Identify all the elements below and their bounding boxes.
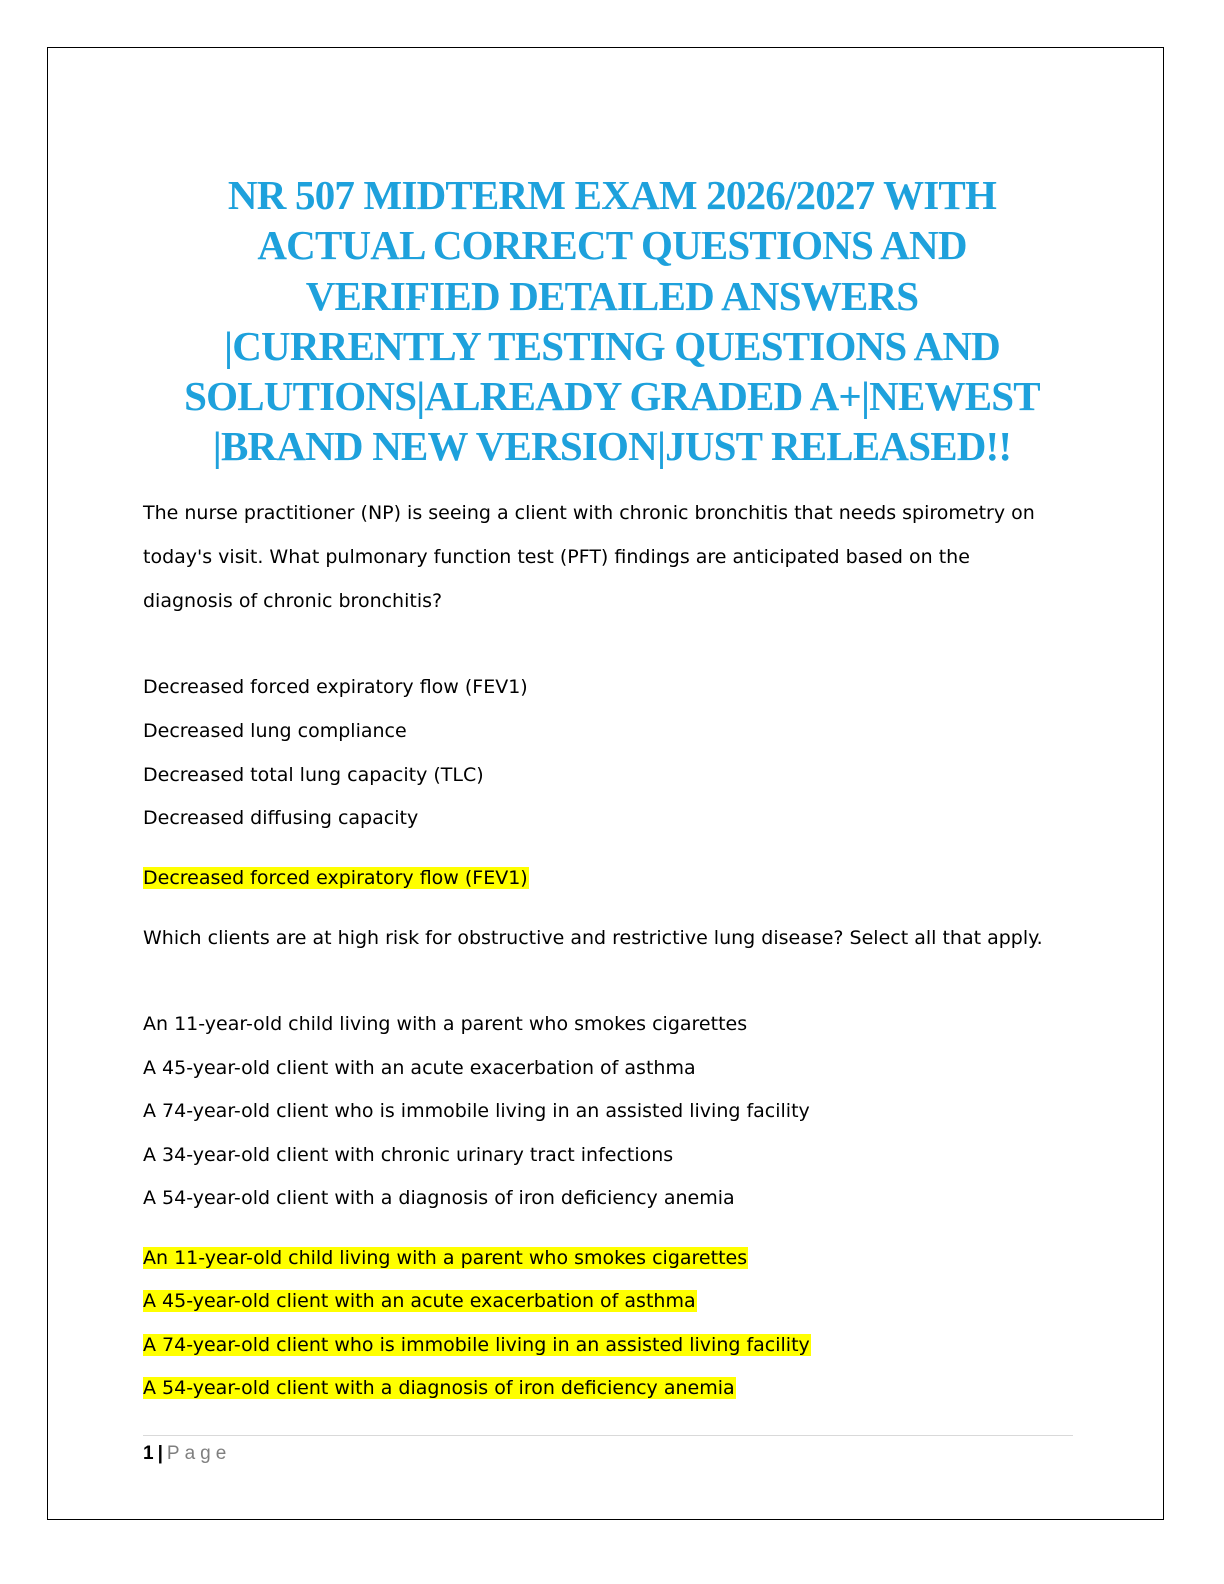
question-2-option: A 54-year-old client with a diagnosis of iron deficiency anemia	[143, 1187, 735, 1209]
question-2-answer	[143, 1376, 736, 1400]
title-line: |CURRENTLY TESTING QUESTIONS AND	[224, 322, 1000, 369]
question-2-answer	[143, 1333, 811, 1357]
title-line: VERIFIED DETAILED ANSWERS	[305, 272, 919, 319]
question-2-option: A 74-year-old client who is immobile living in an assisted living facility	[143, 1100, 810, 1122]
question-1-option: Decreased total lung capacity (TLC)	[143, 764, 484, 786]
page-number: 1	[143, 1443, 154, 1464]
question-1-text-line: today's visit. What pulmonary function test (PFT) findings are anticipated based on the	[143, 546, 970, 568]
page-footer	[143, 1443, 231, 1465]
question-1-text-line: The nurse practitioner (NP) is seeing a client with chronic bronchitis that needs spirometry on	[143, 502, 1035, 524]
question-1-option: Decreased lung compliance	[143, 720, 407, 742]
title-line: |BRAND NEW VERSION|JUST RELEASED!!	[212, 423, 1012, 470]
highlighted-answer: An 11-year-old child living with a parent who smokes cigarettes	[143, 1247, 748, 1269]
question-2-text-line: Which clients are at high risk for obstructive and restrictive lung disease? Select all that apply.	[143, 927, 1043, 949]
highlighted-answer: A 54-year-old client with a diagnosis of iron deficiency anemia	[143, 1377, 735, 1399]
highlighted-answer: A 74-year-old client who is immobile living in an assisted living facility	[143, 1334, 810, 1356]
question-1-answer	[143, 866, 529, 890]
footer-divider	[143, 1435, 1073, 1436]
question-1-option: Decreased diffusing capacity	[143, 807, 419, 829]
question-2-option: A 34-year-old client with chronic urinary tract infections	[143, 1144, 674, 1166]
footer-separator: |	[157, 1443, 163, 1464]
document-title	[110, 170, 1114, 472]
title-line: ACTUAL CORRECT QUESTIONS AND	[257, 222, 967, 269]
question-2-answer	[143, 1246, 748, 1270]
title-line: NR 507 MIDTERM EXAM 2026/2027 WITH	[227, 172, 997, 218]
page-label: Page	[166, 1443, 232, 1464]
question-1-text-line: diagnosis of chronic bronchitis?	[143, 590, 443, 612]
highlighted-answer: A 45-year-old client with an acute exacerbation of asthma	[143, 1290, 696, 1312]
highlighted-answer: Decreased forced expiratory flow (FEV1)	[143, 867, 528, 889]
question-1-option: Decreased forced expiratory flow (FEV1)	[143, 676, 528, 698]
question-2-option: An 11-year-old child living with a parent who smokes cigarettes	[143, 1013, 748, 1035]
question-2-option: A 45-year-old client with an acute exacerbation of asthma	[143, 1057, 696, 1079]
title-line: SOLUTIONS|ALREADY GRADED A+|NEWEST	[184, 373, 1040, 420]
question-2-answer	[143, 1289, 697, 1313]
